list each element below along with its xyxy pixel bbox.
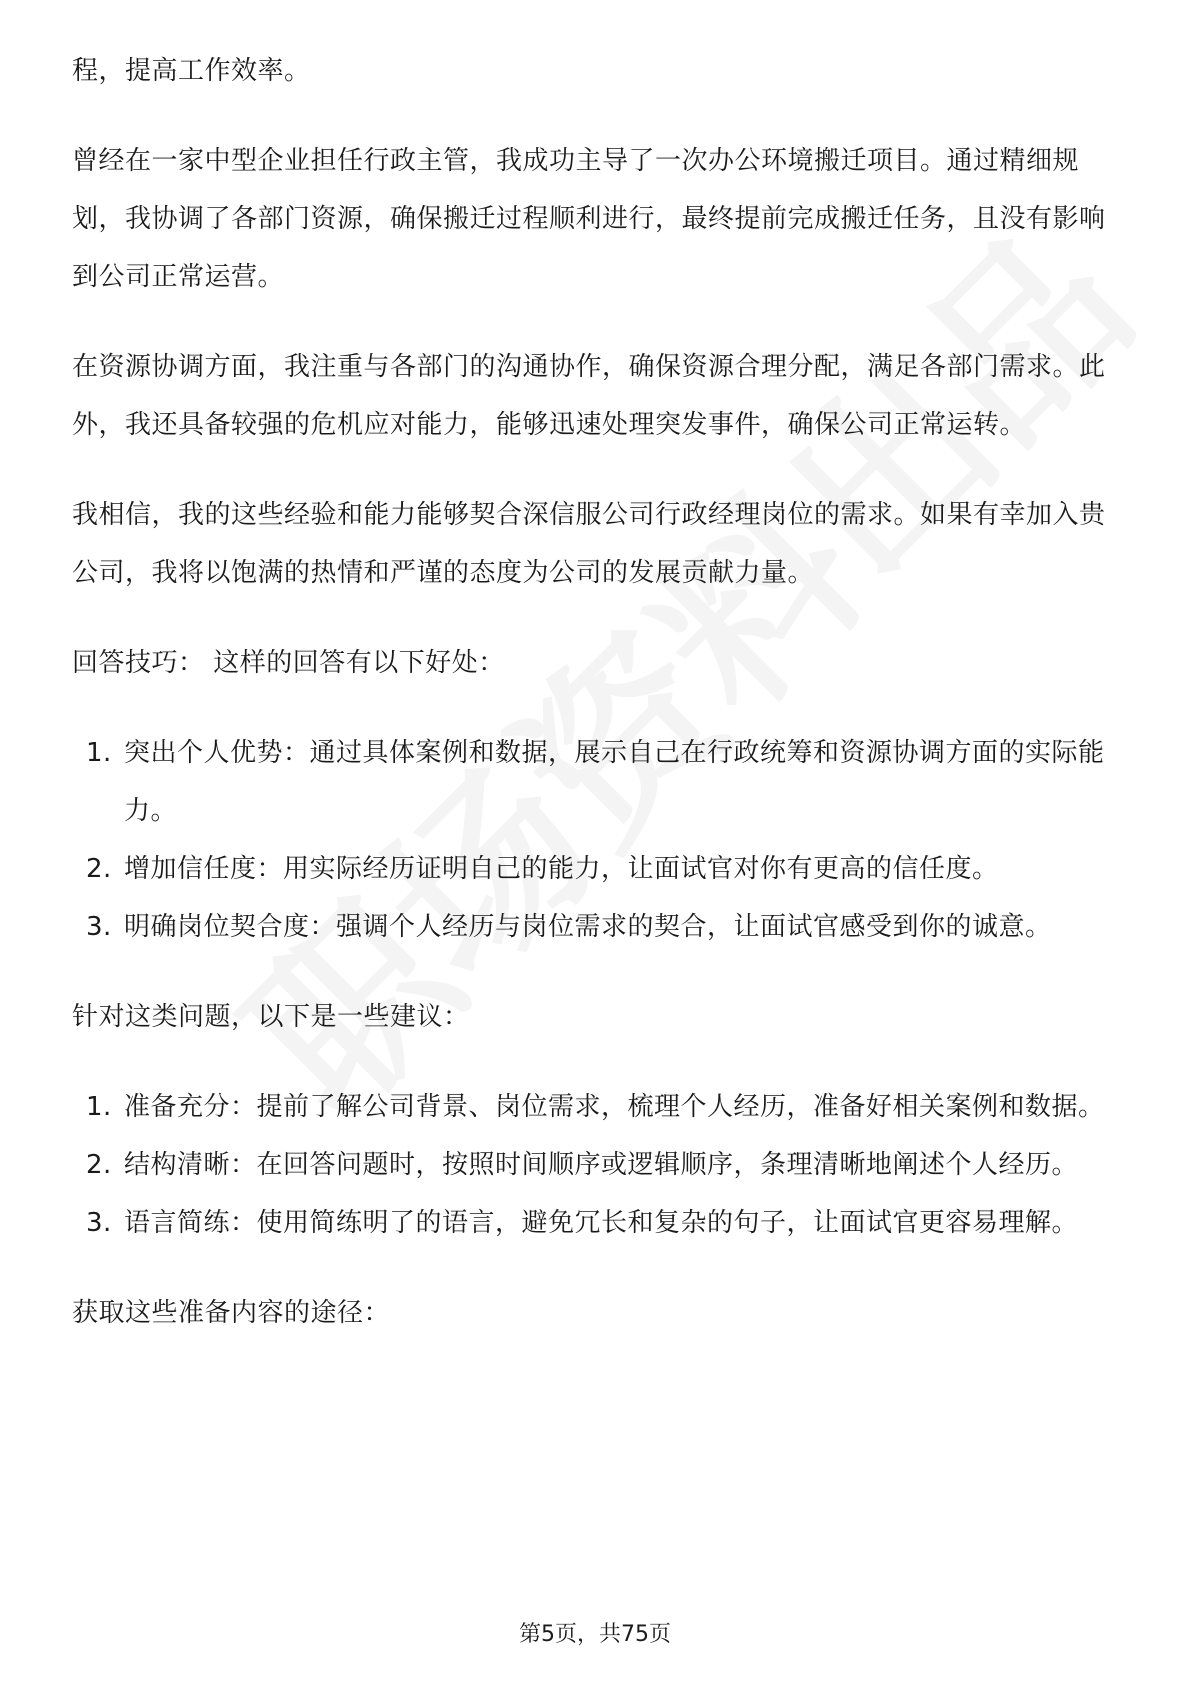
list-item — [72, 1194, 1118, 1252]
list-item — [72, 1136, 1118, 1194]
list-number: 3. — [86, 912, 112, 942]
benefits-list — [72, 724, 1118, 956]
list-number: 2. — [86, 1150, 112, 1180]
list-number: 3. — [86, 1208, 112, 1238]
list-item-text: 明确岗位契合度：强调个人经历与岗位需求的契合，让面试官感受到你的诚意。 — [124, 912, 1052, 942]
page-number: 第5页，共75页 — [519, 1622, 671, 1647]
paragraph-answer-tips: 回答技巧： 这样的回答有以下好处： — [72, 648, 505, 678]
document-body — [72, 42, 1118, 1374]
paragraph-resource-coordination: 在资源协调方面，我注重与各部门的沟通协作，确保资源合理分配，满足各部门需求。此外，我还具备较强的危机应对能力，能够迅速处理突发事件，确保公司正常运转。 — [72, 352, 1106, 440]
list-item — [72, 840, 1118, 898]
paragraph-experience: 曾经在一家中型企业担任行政主管，我成功主导了一次办公环境搬迁项目。通过精细规划，我协调了各部门资源，确保搬迁过程顺利进行，最终提前完成搬迁任务，且没有影响到公司正常运营。 — [72, 146, 1106, 292]
list-item-text: 增加信任度：用实际经历证明自己的能力，让面试官对你有更高的信任度。 — [124, 854, 999, 884]
paragraph-conclusion: 我相信，我的这些经验和能力能够契合深信服公司行政经理岗位的需求。如果有幸加入贵公司，我将以饱满的热情和严谨的态度为公司的发展贡献力量。 — [72, 500, 1106, 588]
list-item-text: 结构清晰：在回答问题时，按照时间顺序或逻辑顺序，条理清晰地阐述个人经历。 — [124, 1150, 1079, 1180]
list-number: 1. — [86, 738, 112, 768]
list-item-text: 突出个人优势：通过具体案例和数据，展示自己在行政统筹和资源协调方面的实际能力。 — [124, 738, 1105, 826]
list-item — [72, 898, 1118, 956]
list-number: 2. — [86, 854, 112, 884]
list-number: 1. — [86, 1092, 112, 1122]
paragraph-closing: 获取这些准备内容的途径： — [72, 1298, 391, 1328]
paragraph-suggestions-intro: 针对这类问题，以下是一些建议： — [72, 1002, 470, 1032]
suggestions-list — [72, 1078, 1118, 1252]
paragraph-continuation: 程，提高工作效率。 — [72, 56, 311, 86]
list-item — [72, 724, 1118, 840]
list-item-text: 准备充分：提前了解公司背景、岗位需求，梳理个人经历，准备好相关案例和数据。 — [124, 1092, 1105, 1122]
list-item-text: 语言简练：使用简练明了的语言，避免冗长和复杂的句子，让面试官更容易理解。 — [124, 1208, 1079, 1238]
list-item — [72, 1078, 1118, 1136]
